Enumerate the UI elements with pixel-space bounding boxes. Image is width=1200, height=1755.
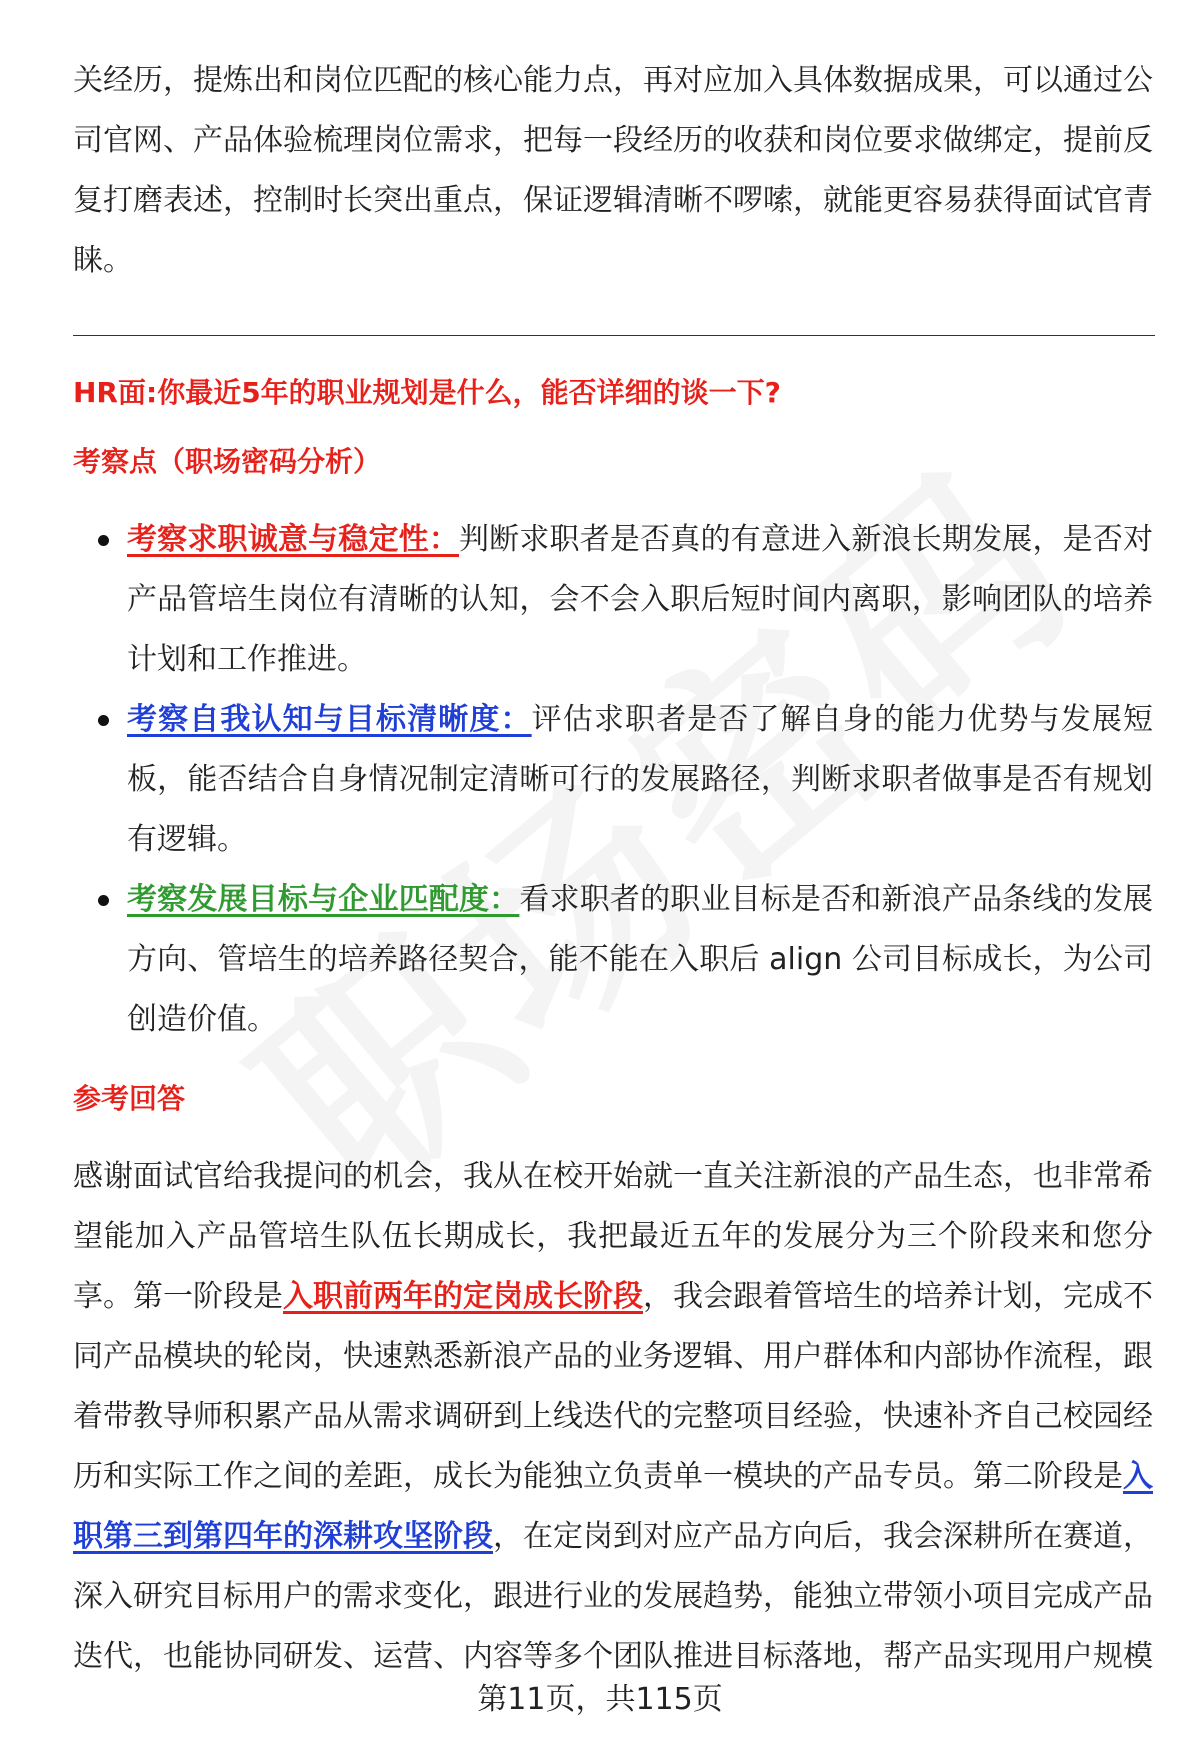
answer-highlight: 入职前两年的定岗成长阶段	[283, 1279, 643, 1314]
point-keyword: 考察求职诚意与稳定性：	[127, 522, 459, 557]
point-text: 评估求职者是否了解自身的能力优势与发展短板，能否结合自身情况制定清晰可行的发展路径，判断求职者做事是否有规划有逻辑。	[127, 702, 1153, 857]
point-keyword: 考察自我认知与目标清晰度：	[127, 702, 532, 737]
bullet-icon	[98, 715, 109, 726]
list-item	[73, 690, 1153, 870]
answer-text: ，在定岗到对应产品方向后，我会深耕所在赛道，深入研究目标用户的需求变化，跟进行业的发展趋势，能独立带领小项目完成产品迭代，也能协同研发、运营、内容等多个团队推进目标落地，帮产品实现用户规模	[73, 1519, 1153, 1674]
list-item	[73, 510, 1153, 690]
list-item	[73, 870, 1153, 1050]
answer-text: ，我会跟着管培生的培养计划，完成不同产品模块的轮岗，快速熟悉新浪产品的业务逻辑、用户群体和内部协作流程，跟着带教导师积累产品从需求调研到上线迭代的完整项目经验，快速补齐自己校园经历和实际工作之间的差距，成长为能独立负责单一模块的产品专员。第二阶段是	[73, 1279, 1153, 1494]
answer-highlight: 入职第三到第四年的深耕攻坚阶段	[73, 1459, 1153, 1554]
answer-paragraph	[73, 1147, 1153, 1687]
intro-paragraph: 关经历，提炼出和岗位匹配的核心能力点，再对应加入具体数据成果，可以通过公司官网、产品体验梳理岗位需求，把每一段经历的收获和岗位要求做绑定，提前反复打磨表述，控制时长突出重点，保证逻辑清晰不啰嗦，就能更容易获得面试官青睐。	[73, 63, 1153, 278]
bullet-icon	[98, 535, 109, 546]
points-heading: 考察点（职场密码分析）	[73, 445, 382, 478]
point-keyword: 考察发展目标与企业匹配度：	[127, 882, 520, 917]
bullet-icon	[98, 895, 109, 906]
point-text: 判断求职者是否真的有意进入新浪长期发展，是否对产品管培生岗位有清晰的认知，会不会入职后短时间内离职，影响团队的培养计划和工作推进。	[127, 522, 1153, 677]
page-number: 第11页，共115页	[477, 1682, 723, 1717]
point-text: 看求职者的职业目标是否和新浪产品条线的发展方向、管培生的培养路径契合，能不能在入职后 align 公司目标成长，为公司创造价值。	[127, 882, 1154, 1037]
question-heading: HR面:你最近5年的职业规划是什么，能否详细的谈一下?	[73, 376, 781, 409]
section-divider	[73, 335, 1155, 336]
points-list	[73, 510, 1153, 1050]
answer-heading: 参考回答	[73, 1082, 186, 1115]
answer-text: 感谢面试官给我提问的机会，我从在校开始就一直关注新浪的产品生态，也非常希望能加入产品管培生队伍长期成长，我把最近五年的发展分为三个阶段来和您分享。第一阶段是	[73, 1159, 1153, 1314]
